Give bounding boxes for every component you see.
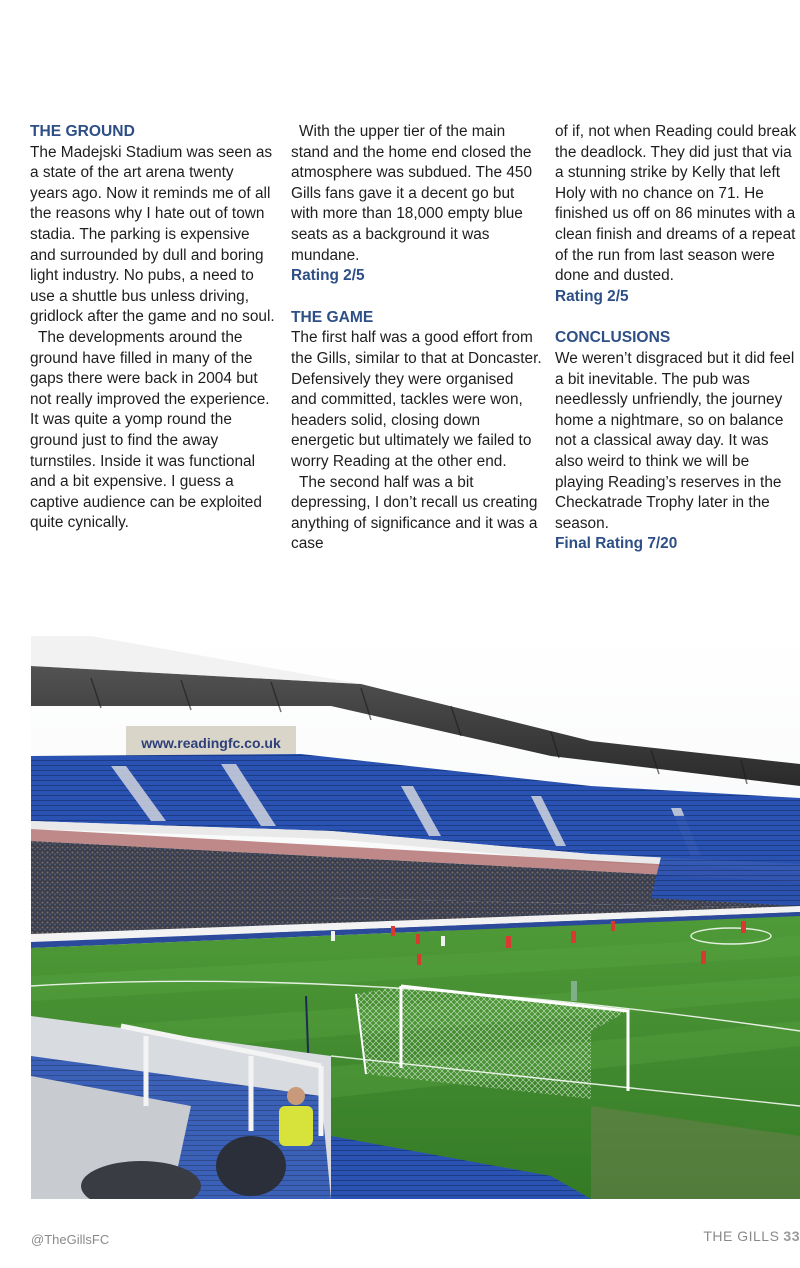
- footer-twitter-handle: @TheGillsFC: [31, 1232, 110, 1247]
- heading-the-ground: THE GROUND: [30, 123, 135, 140]
- stadium-illustration: [31, 636, 800, 1199]
- column-the-game: [291, 122, 543, 555]
- ground-paragraph-2: The developments around the ground have filled in many of the gaps there were back in 2004 but not really improved the experience. It was quite a yomp round the ground just to find the away turnstiles. Inside it was functional and a bit expensive. I guess a captive audience can be exploited quite cynically.: [30, 328, 270, 532]
- column-conclusions: [555, 122, 800, 555]
- stadium-photo: [31, 636, 800, 1199]
- game-paragraph-1: The first half was a good effort from the Gills, similar to that at Doncaster. Defensively they were organised and committed, tackles were won, headers solid, closing down energetic but ultimately we failed to worry Reading at the other end.: [291, 329, 542, 470]
- page-number: 33: [783, 1228, 800, 1244]
- game-rating: Rating 2/5: [555, 287, 629, 305]
- column-the-ground: [30, 122, 275, 534]
- game-paragraph-2: The second half was a bit depressing, I don’t recall us creating anything of significance and it was a case: [291, 473, 538, 553]
- game-paragraph-3: of if, not when Reading could break the deadlock. They did just that via a stunning strike by Kelly that left Holy with no chance on 71. He finished us off on 86 minutes with a clean finish and dreams of a repeat of the run from last season were done and dusted.: [555, 123, 797, 285]
- heading-the-game: THE GAME: [291, 308, 374, 326]
- ground-paragraph-1: The Madejski Stadium was seen as a state of the art arena twenty years ago. Now it reminds me of all the reasons why I hate out of town stadia. The parking is expensive and surrounded by dull and boring light industry. No pubs, a need to use a shuttle bus unless driving, gridlock after the game and no soul.: [30, 143, 275, 326]
- ground-rating: Rating 2/5: [291, 267, 365, 285]
- final-rating: Final Rating 7/20: [555, 535, 678, 553]
- heading-conclusions: CONCLUSIONS: [555, 329, 671, 347]
- footer-magazine-name: THE GILLS: [703, 1228, 780, 1244]
- atmosphere-paragraph: With the upper tier of the main stand and the home end closed the atmosphere was subdued. The 450 Gills fans gave it a decent go but with more than 18,000 empty blue seats as a background it was mundane.: [291, 123, 532, 264]
- conclusions-paragraph: We weren’t disgraced but it did feel a bit inevitable. The pub was needlessly unfriendly, the journey home a nightmare, so on balance not a classical away day. It was also weird to think we will be playing Reading’s reserves in the Checkatrade Trophy later in the season.: [555, 349, 795, 532]
- stand-sign-text: www.readingfc.co.uk: [141, 735, 281, 751]
- footer-magazine-page: [703, 1228, 800, 1244]
